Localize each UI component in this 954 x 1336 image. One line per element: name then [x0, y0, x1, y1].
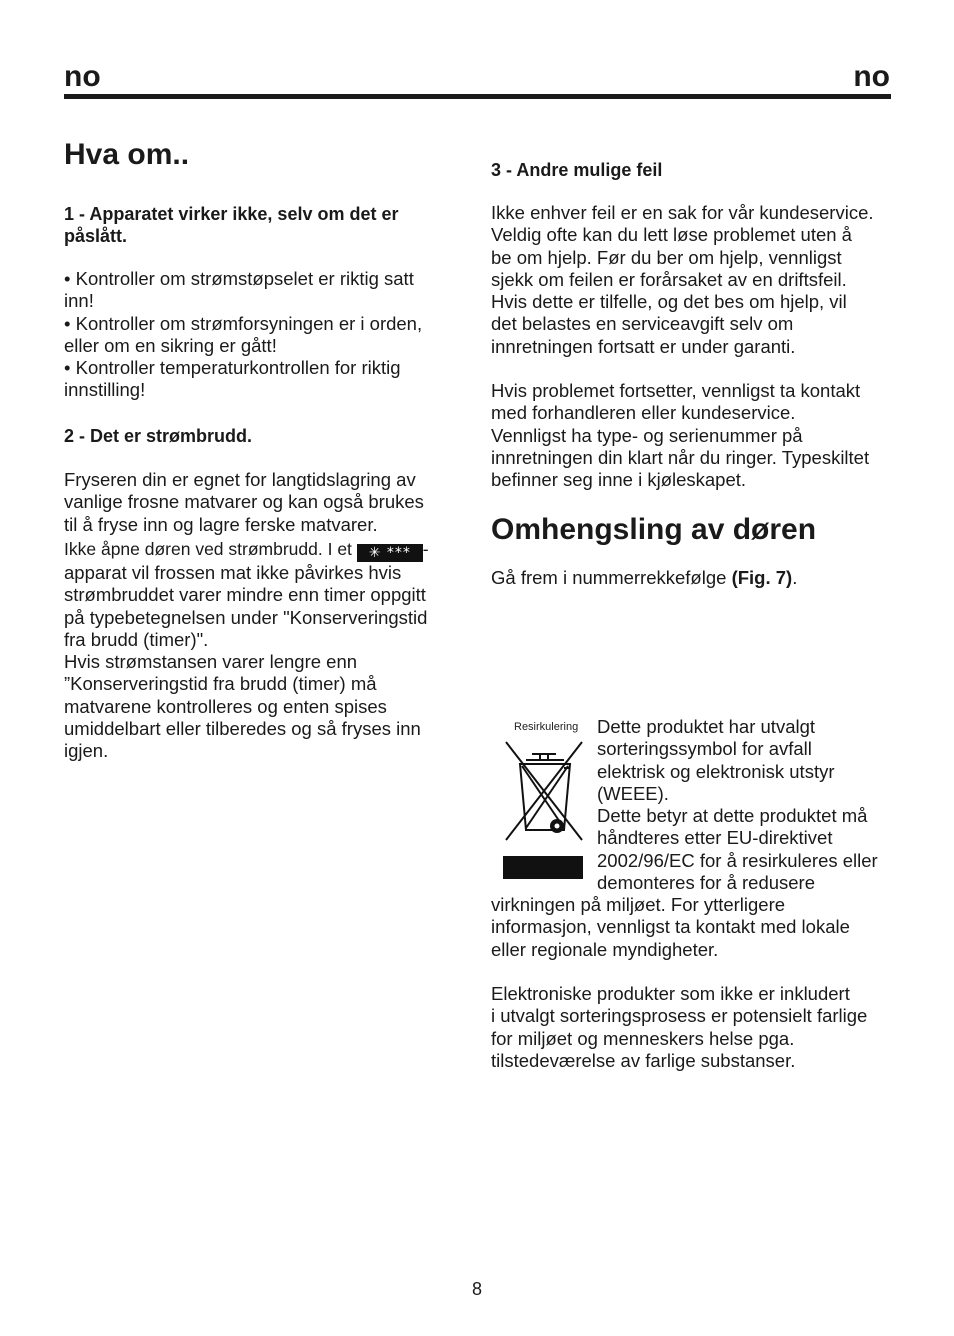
crossed-out-wheelie-bin-icon	[502, 740, 586, 846]
page-title: Hva om..	[64, 138, 190, 171]
language-code-left: no	[64, 60, 101, 93]
freezer-star-rating-icon: ✳ ***	[357, 544, 423, 562]
door-instruction: Gå frem i nummerrekkefølge (Fig. 7).	[491, 567, 798, 588]
section-3-paragraph-2: Hvis problemet fortsetter, vennligst ta kontakt med forhandleren eller kundeservice. Vennligst ha type- og serienummer på innretningen din klart når du ringer. Typeskiltet befinner seg inne i kjøleskapet.	[491, 380, 870, 491]
section-2-body-b: Ikke åpne døren ved strømbrudd. I et ✳ *** - apparat vil frossen mat ikke påvirkes hvis strømbruddet varer mindre enn timer oppgitt på typebetegnelsen under "Konserveringstid fra brudd (timer)". Hvis strømstansen varer lengre enn ”Konserveringstid fra brudd (timer) må matvarene kontrolleres og enten spises umiddelbart eller tilberedes og så fryses inn igjen.	[64, 539, 429, 762]
weee-paragraph-2: Elektroniske produkter som ikke er inkludert i utvalgt sorteringsprosess er potensielt farlige for miljøet og menneskers helse pga. tilstedeværelse av farlige substanser.	[491, 983, 868, 1071]
weee-black-bar	[503, 856, 583, 879]
section-2-body-a: Fryseren din er egnet for langtidslagring av vanlige frosne matvarer og kan også brukes til å fryse inn og lagre ferske matvarer.	[64, 469, 424, 535]
section-1-body: • Kontroller om strømstøpselet er riktig satt inn! • Kontroller om strømforsyningen er i orden, eller om en sikring er gått! • Kontroller temperaturkontrollen for riktig innstilling!	[64, 268, 423, 401]
section-1-heading: 1 - Apparatet virker ikke, selv om det er påslått.	[64, 204, 399, 246]
header-rule	[64, 94, 891, 99]
section-3-paragraph-1: Ikke enhver feil er en sak for vår kundeservice. Veldig ofte kan du lett løse problemet uten å be om hjelp. Før du ber om hjelp, vennligst sjekk om feilen er forårsaket av en driftsfeil. Hvis dette er tilfelle, og det bes om hjelp, vil det belastes en serviceavgift selv om innretningen fortsatt er under garanti.	[491, 202, 874, 357]
door-section-title: Omhengsling av døren	[491, 513, 817, 546]
language-code-right: no	[853, 60, 890, 93]
section-3-heading: 3 - Andre mulige feil	[491, 160, 663, 180]
section-2-heading: 2 - Det er strømbrudd.	[64, 426, 253, 446]
figure-reference: (Fig. 7)	[731, 567, 793, 588]
page-number: 8	[471, 1279, 482, 1299]
weee-paragraph-continued: virkningen på miljøet. For ytterligere informasjon, vennligst ta kontakt med lokale eller regionale myndigheter.	[491, 894, 850, 960]
weee-paragraph-wrapped: Dette produktet har utvalgt sorteringssymbol for avfall elektrisk og elektronisk utstyr (WEEE). Dette betyr at dette produktet må håndteres etter EU-direktivet 2002/96/EC for å resirkuleres eller demonteres for å redusere	[597, 716, 878, 894]
recycling-label: Resirkulering	[514, 721, 579, 733]
